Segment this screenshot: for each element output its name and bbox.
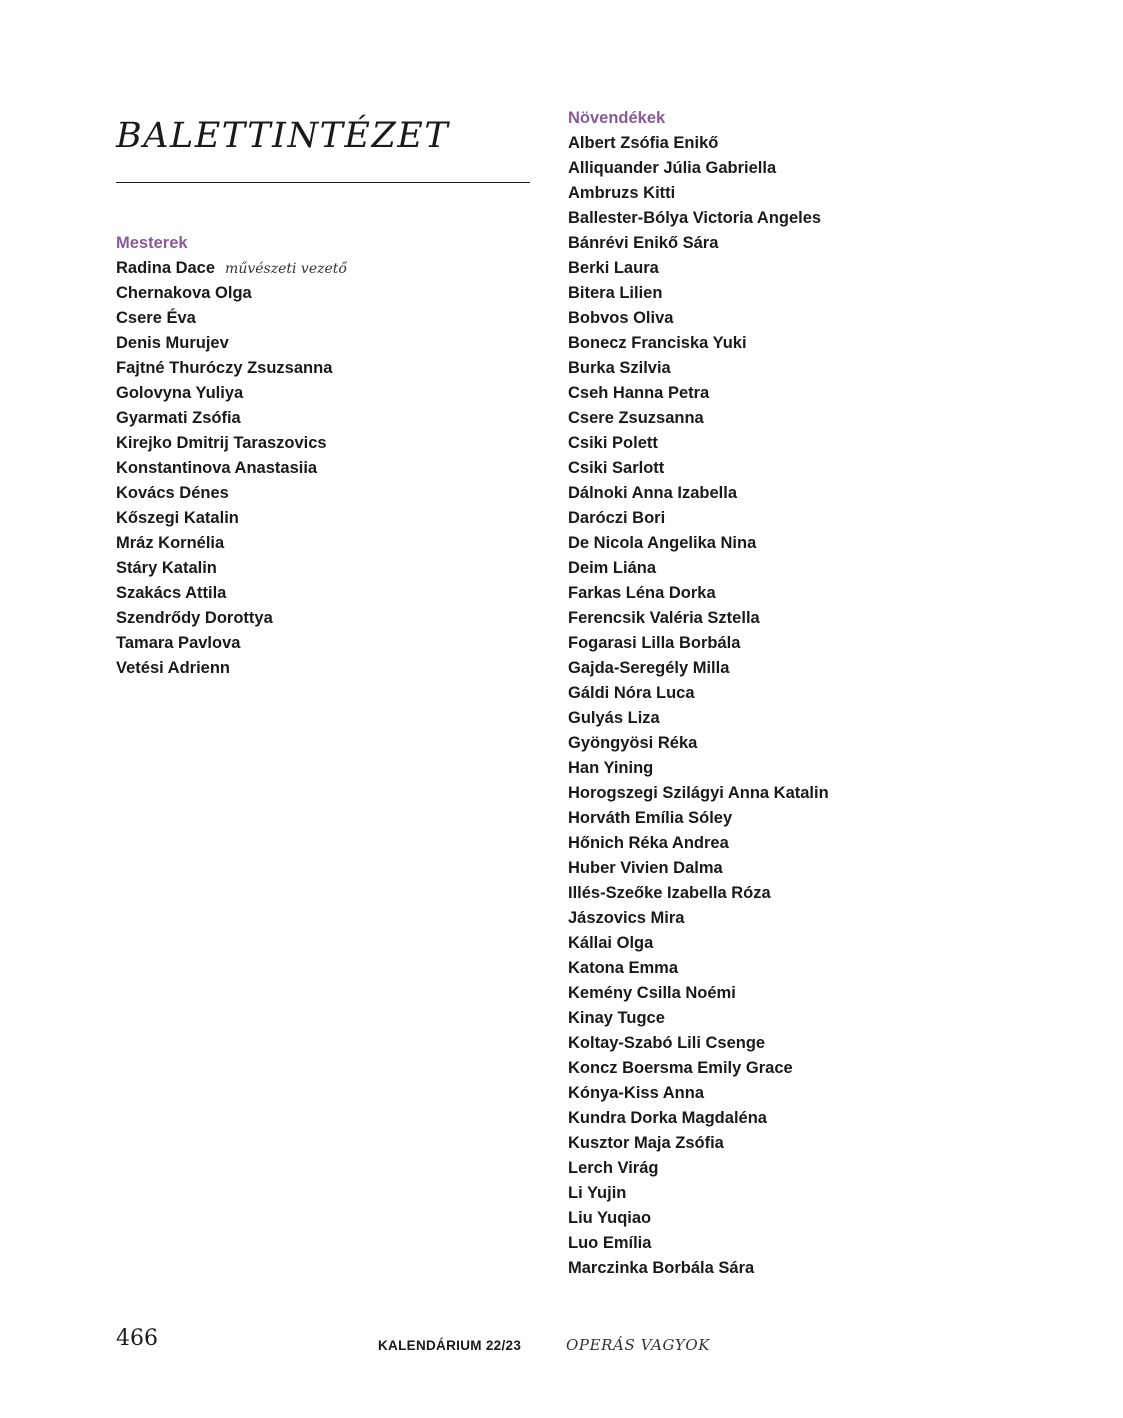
student-name-item: Fogarasi Lilla Borbála xyxy=(568,634,741,652)
student-name-item: Kusztor Maja Zsófia xyxy=(568,1134,724,1152)
student-name-item: Albert Zsófia Enikő xyxy=(568,134,719,152)
master-name-item: Szendrődy Dorottya xyxy=(116,609,273,627)
page-title: BALETTINTÉZET xyxy=(116,116,450,156)
student-name-item: Farkas Léna Dorka xyxy=(568,584,716,602)
page-number: 466 xyxy=(116,1326,158,1351)
student-name-item: Bitera Lilien xyxy=(568,284,663,302)
master-name-item: Gyarmati Zsófia xyxy=(116,409,241,427)
master-name-item: Tamara Pavlova xyxy=(116,634,241,652)
master-role: művészeti vezető xyxy=(225,261,347,277)
student-name-item: Huber Vivien Dalma xyxy=(568,859,723,877)
student-name-item: Horváth Emília Sóley xyxy=(568,809,733,827)
students-heading: Növendékek xyxy=(568,109,666,127)
student-name-item: Han Yining xyxy=(568,759,654,777)
student-name-item: Kónya-Kiss Anna xyxy=(568,1084,704,1102)
masters-section xyxy=(116,231,347,681)
student-name-item: Koncz Boersma Emily Grace xyxy=(568,1059,793,1077)
student-name-item: Li Yujin xyxy=(568,1184,627,1202)
student-name-item: Marczinka Borbála Sára xyxy=(568,1259,755,1277)
master-name-item: Vetési Adrienn xyxy=(116,659,231,677)
master-name-item: Chernakova Olga xyxy=(116,284,252,302)
student-name-item: Jászovics Mira xyxy=(568,909,685,927)
page-footer xyxy=(0,1326,1123,1362)
student-name-item: Bonecz Franciska Yuki xyxy=(568,334,747,352)
student-name-item: Kemény Csilla Noémi xyxy=(568,984,736,1002)
master-name-item: Denis Murujev xyxy=(116,334,229,352)
publication-motto: OPERÁS VAGYOK xyxy=(566,1336,711,1354)
student-name-item: Hőnich Réka Andrea xyxy=(568,834,729,852)
student-name-item: Illés-Szeőke Izabella Róza xyxy=(568,884,771,902)
master-name-item: Csere Éva xyxy=(116,309,196,327)
student-name-item: Csiki Polett xyxy=(568,434,658,452)
student-name-item: De Nicola Angelika Nina xyxy=(568,534,757,552)
student-name-item: Gáldi Nóra Luca xyxy=(568,684,695,702)
student-name-item: Bobvos Oliva xyxy=(568,309,674,327)
master-name: Radina Dace xyxy=(116,259,216,277)
student-name-item: Bánrévi Enikő Sára xyxy=(568,234,719,252)
student-name-item: Kállai Olga xyxy=(568,934,654,952)
masters-list-item xyxy=(116,256,347,281)
student-name-item: Gajda-Seregély Milla xyxy=(568,659,730,677)
student-name-item: Kinay Tugce xyxy=(568,1009,665,1027)
student-name-item: Koltay-Szabó Lili Csenge xyxy=(568,1034,766,1052)
student-name-item: Deim Liána xyxy=(568,559,657,577)
student-name-item: Kundra Dorka Magdaléna xyxy=(568,1109,767,1127)
student-name-item: Gulyás Liza xyxy=(568,709,660,727)
student-name-item: Ballester-Bólya Victoria Angeles xyxy=(568,209,822,227)
student-name-item: Gyöngyösi Réka xyxy=(568,734,698,752)
student-name-item: Lerch Virág xyxy=(568,1159,659,1177)
student-name-item: Liu Yuqiao xyxy=(568,1209,652,1227)
master-name-item: Golovyna Yuliya xyxy=(116,384,244,402)
master-name-item: Kovács Dénes xyxy=(116,484,229,502)
masters-list xyxy=(116,256,347,281)
student-name-item: Ferencsik Valéria Sztella xyxy=(568,609,760,627)
title-divider xyxy=(116,182,530,183)
student-name-item: Dálnoki Anna Izabella xyxy=(568,484,738,502)
masters-names-list xyxy=(116,281,347,681)
student-name-item: Csere Zsuzsanna xyxy=(568,409,704,427)
publication-name: KALENDÁRIUM 22/23 xyxy=(378,1338,522,1353)
master-name-item: Szakács Attila xyxy=(116,584,227,602)
master-name-item: Fajtné Thuróczy Zsuzsanna xyxy=(116,359,333,377)
students-names-list xyxy=(568,131,829,1281)
master-name-item: Kirejko Dmitrij Taraszovics xyxy=(116,434,327,452)
master-name-item: Stáry Katalin xyxy=(116,559,217,577)
student-name-item: Daróczi Bori xyxy=(568,509,666,527)
student-name-item: Csiki Sarlott xyxy=(568,459,665,477)
master-name-item: Kőszegi Katalin xyxy=(116,509,239,527)
student-name-item: Horogszegi Szilágyi Anna Katalin xyxy=(568,784,829,802)
student-name-item: Luo Emília xyxy=(568,1234,652,1252)
master-name-item: Konstantinova Anastasiia xyxy=(116,459,318,477)
masters-heading: Mesterek xyxy=(116,234,188,252)
student-name-item: Berki Laura xyxy=(568,259,659,277)
student-name-item: Alliquander Júlia Gabriella xyxy=(568,159,777,177)
student-name-item: Cseh Hanna Petra xyxy=(568,384,710,402)
student-name-item: Katona Emma xyxy=(568,959,679,977)
student-name-item: Burka Szilvia xyxy=(568,359,671,377)
student-name-item: Ambruzs Kitti xyxy=(568,184,676,202)
students-section xyxy=(568,106,829,1281)
master-name-item: Mráz Kornélia xyxy=(116,534,225,552)
